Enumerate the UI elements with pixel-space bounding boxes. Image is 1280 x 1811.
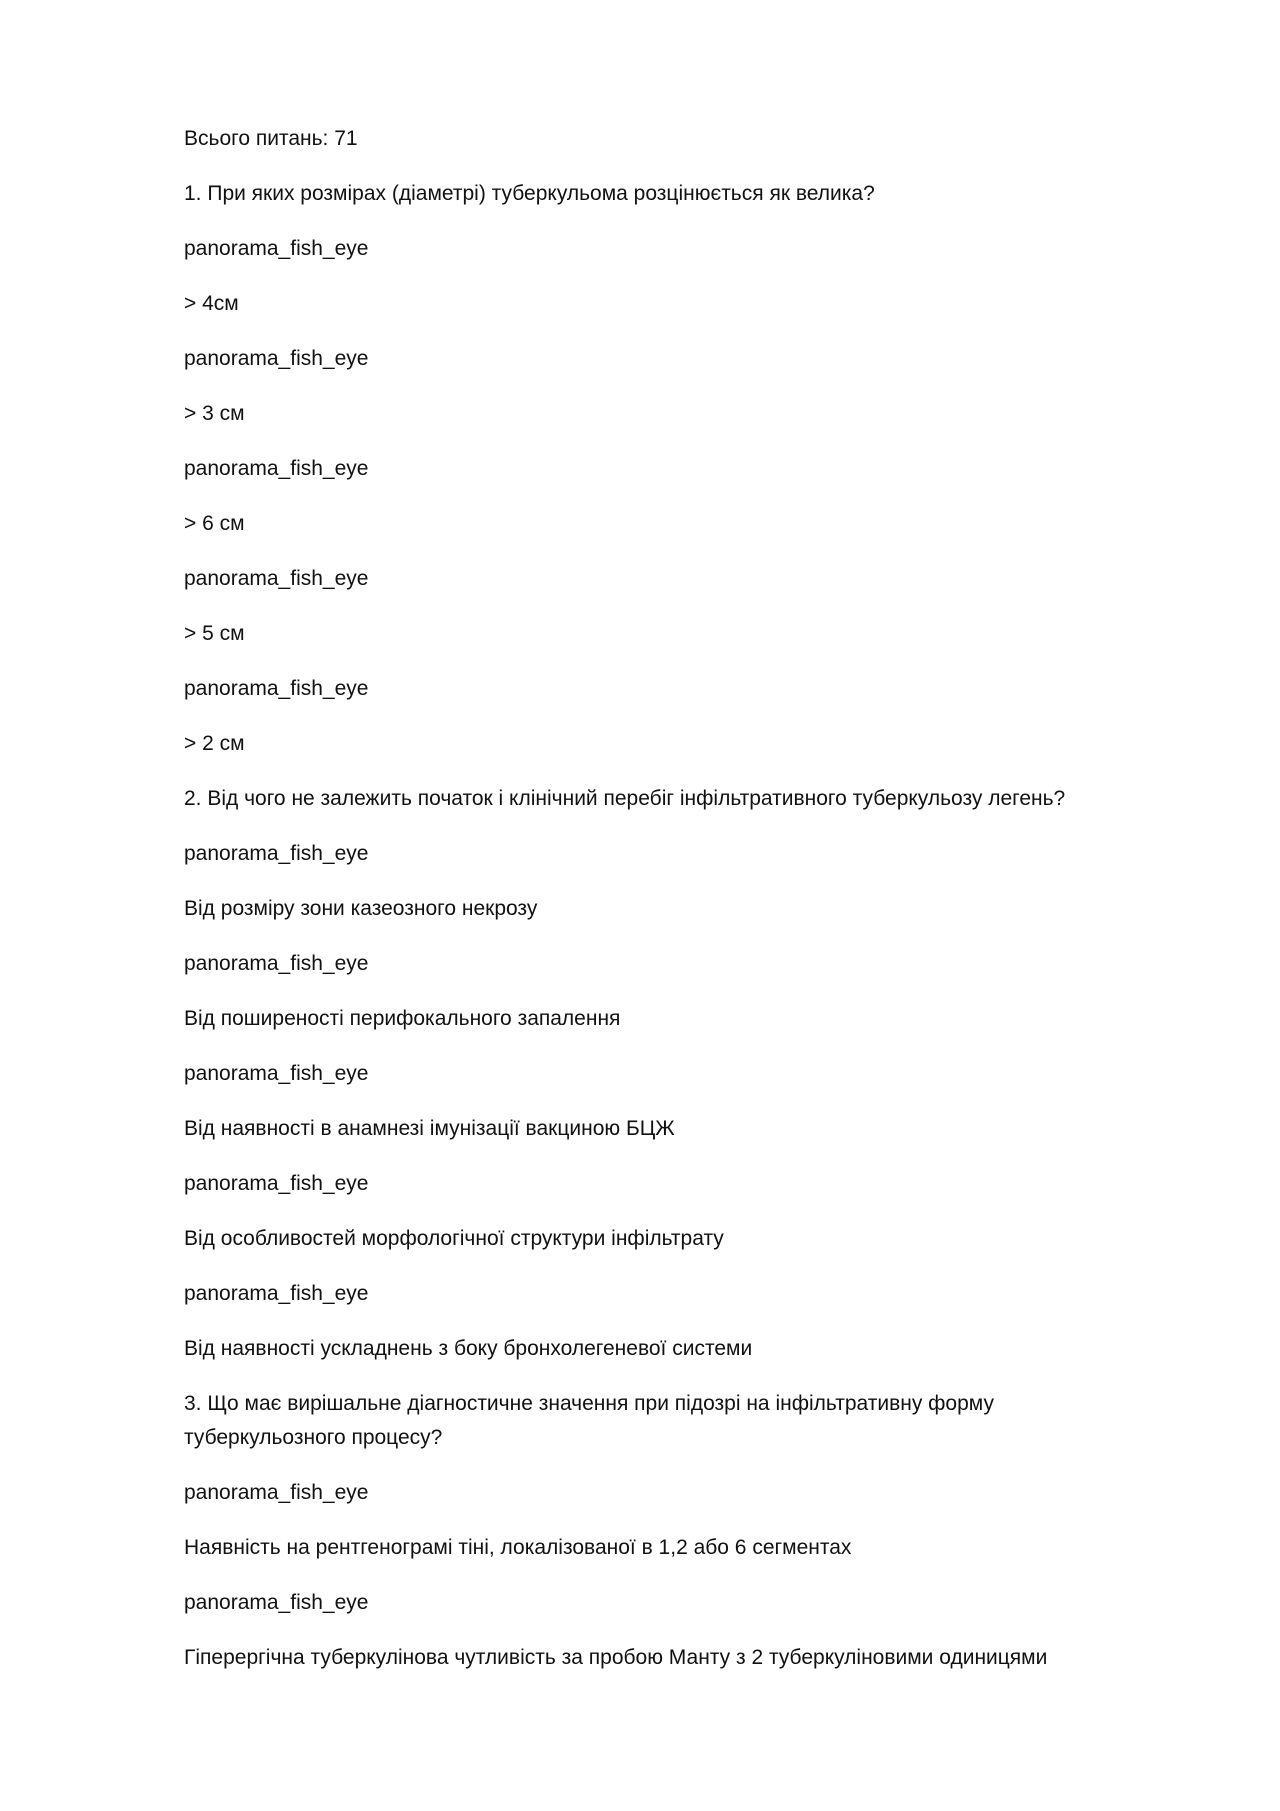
- radio-icon[interactable]: panorama_fish_eye: [184, 952, 369, 975]
- total-questions: Всього питань: 71: [184, 127, 358, 150]
- radio-icon[interactable]: panorama_fish_eye: [184, 1282, 369, 1305]
- question-2: [184, 782, 1114, 1366]
- option-text: > 3 см: [184, 402, 245, 425]
- option-text: > 2 см: [184, 732, 245, 755]
- radio-icon[interactable]: panorama_fish_eye: [184, 347, 369, 370]
- radio-icon[interactable]: panorama_fish_eye: [184, 567, 369, 590]
- option-text: > 6 см: [184, 512, 245, 535]
- option-text: > 4см: [184, 292, 239, 315]
- question-text: 1. При яких розмірах (діаметрі) туберкульома розцінюється як велика?: [184, 182, 875, 205]
- radio-icon[interactable]: panorama_fish_eye: [184, 1481, 369, 1504]
- radio-icon[interactable]: panorama_fish_eye: [184, 1172, 369, 1195]
- option-text: Гіперергічна туберкулінова чутливість за пробою Манту з 2 туберкуліновими одиницями: [184, 1646, 1048, 1669]
- radio-icon[interactable]: panorama_fish_eye: [184, 1062, 369, 1085]
- radio-icon[interactable]: panorama_fish_eye: [184, 237, 369, 260]
- radio-icon[interactable]: panorama_fish_eye: [184, 1591, 369, 1614]
- option-text: Від наявності ускладнень з боку бронхолегеневої системи: [184, 1337, 753, 1360]
- question-text: 3. Що має вирішальне діагностичне значення при підозрі на інфільтративну форму туберкульозного процесу?: [184, 1392, 994, 1449]
- radio-icon[interactable]: panorama_fish_eye: [184, 677, 369, 700]
- question-3: [184, 1387, 1114, 1675]
- option-text: Від особливостей морфологічної структури інфільтрату: [184, 1227, 724, 1250]
- option-text: > 5 см: [184, 622, 245, 645]
- radio-icon[interactable]: panorama_fish_eye: [184, 457, 369, 480]
- option-text: Наявність на рентгенограмі тіні, локалізованої в 1,2 або 6 сегментах: [184, 1536, 852, 1559]
- option-text: Від наявності в анамнезі імунізації вакциною БЦЖ: [184, 1117, 675, 1140]
- question-text: 2. Від чого не залежить початок і клінічний перебіг інфільтративного туберкульозу легень?: [184, 787, 1066, 810]
- document-body: [184, 122, 1114, 1696]
- question-1: [184, 177, 1114, 761]
- option-text: Від поширеності перифокального запалення: [184, 1007, 621, 1030]
- option-text: Від розміру зони казеозного некрозу: [184, 897, 538, 920]
- radio-icon[interactable]: panorama_fish_eye: [184, 842, 369, 865]
